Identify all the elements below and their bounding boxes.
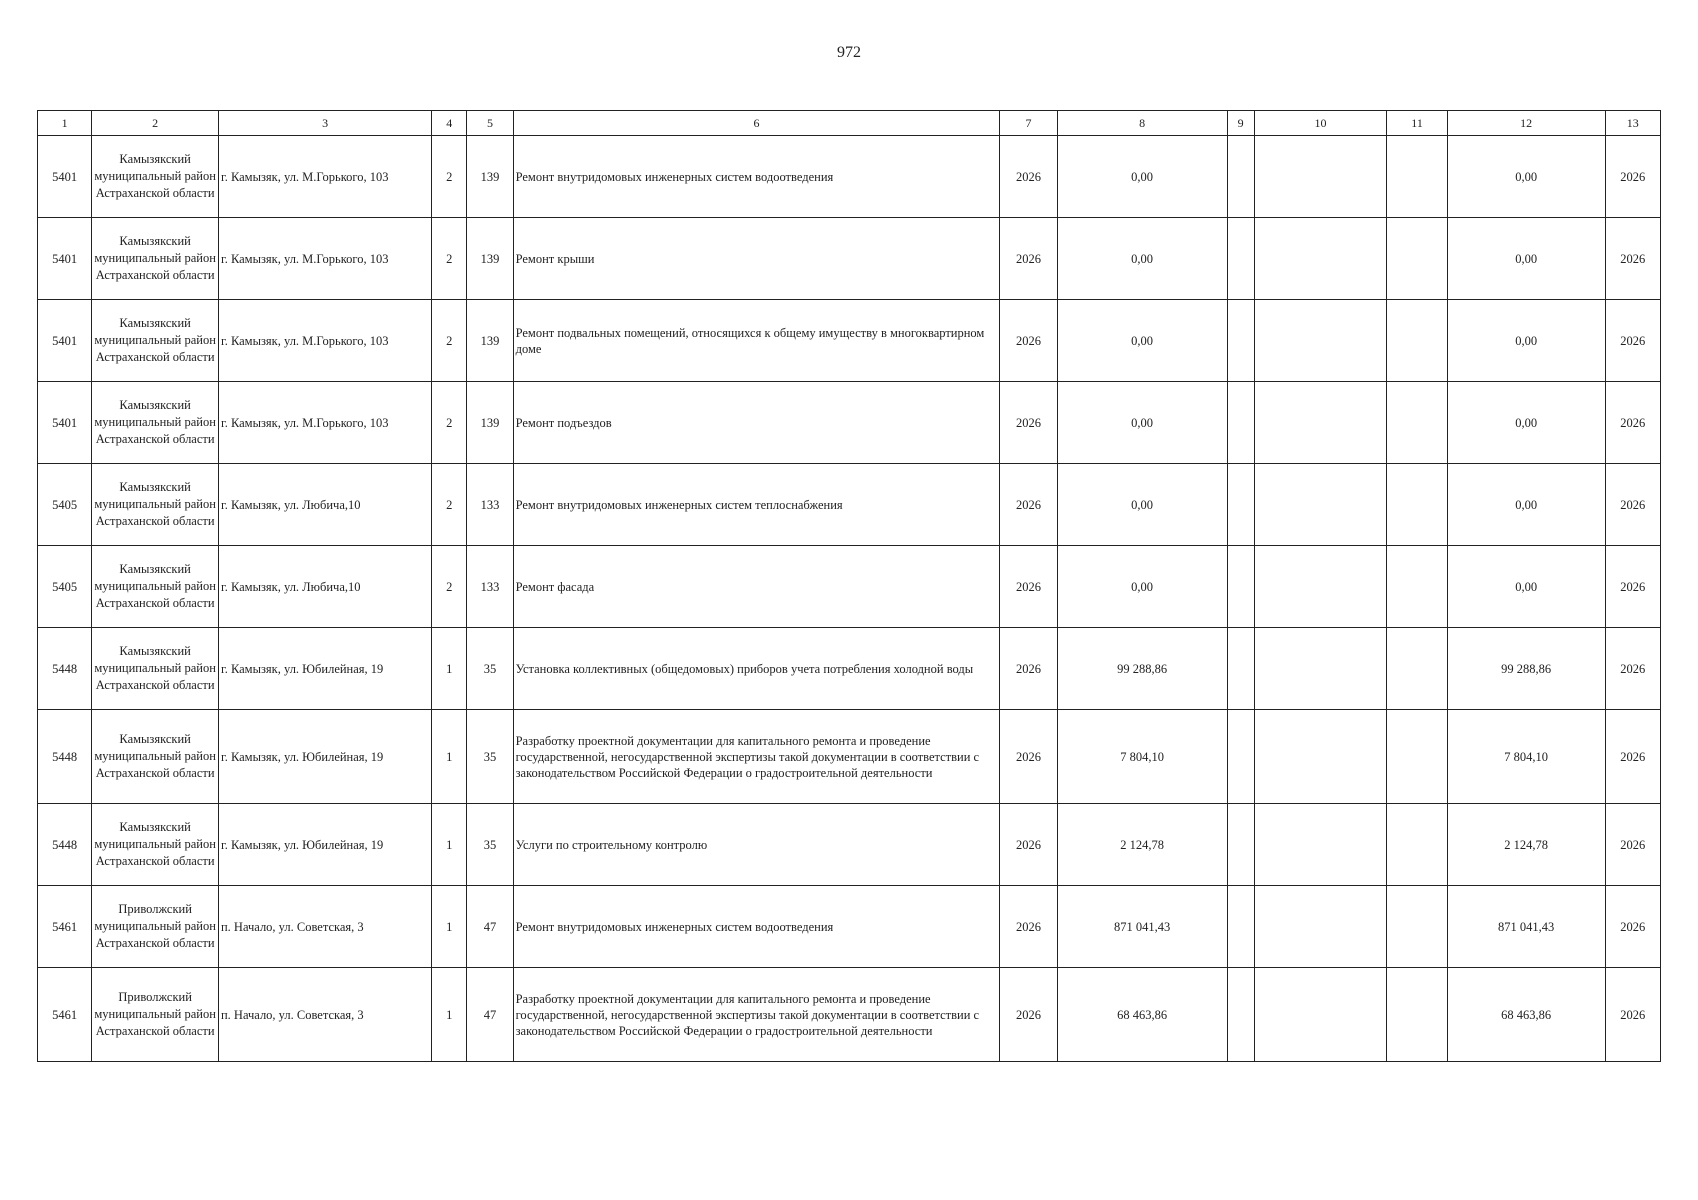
col-11-value (1387, 628, 1447, 710)
col-13-year: 2026 (1605, 628, 1660, 710)
year: 2026 (1000, 136, 1057, 218)
col-9-value (1227, 710, 1254, 804)
cost: 99 288,86 (1057, 628, 1227, 710)
col-10-value (1254, 218, 1387, 300)
column-header: 2 (92, 111, 219, 136)
work-type: Разработку проектной документации для капитального ремонта и проведение государственной, негосударственной экспертизы такой документации в соответствии с законодательством Российской Федерации о градостроительной деятельности (513, 968, 1000, 1062)
register-number: 5448 (38, 628, 92, 710)
col-12-value: 2 124,78 (1447, 804, 1605, 886)
col-11-value (1387, 300, 1447, 382)
municipality: Приволжский муниципальный район Астраханской области (92, 968, 219, 1062)
year: 2026 (1000, 628, 1057, 710)
address: г. Камызяк, ул. Любича,10 (218, 464, 431, 546)
col-5-value: 47 (467, 886, 513, 968)
address: г. Камызяк, ул. Юбилейная, 19 (218, 628, 431, 710)
col-9-value (1227, 382, 1254, 464)
col-11-value (1387, 968, 1447, 1062)
work-type: Ремонт крыши (513, 218, 1000, 300)
register-number: 5401 (38, 136, 92, 218)
col-9-value (1227, 218, 1254, 300)
col-4-value: 1 (432, 628, 467, 710)
register-number: 5405 (38, 464, 92, 546)
col-9-value (1227, 968, 1254, 1062)
col-5-value: 133 (467, 464, 513, 546)
cost: 871 041,43 (1057, 886, 1227, 968)
column-header: 11 (1387, 111, 1447, 136)
year: 2026 (1000, 300, 1057, 382)
col-12-value: 0,00 (1447, 136, 1605, 218)
work-type: Услуги по строительному контролю (513, 804, 1000, 886)
col-4-value: 1 (432, 710, 467, 804)
col-10-value (1254, 546, 1387, 628)
col-12-value: 68 463,86 (1447, 968, 1605, 1062)
col-12-value: 7 804,10 (1447, 710, 1605, 804)
col-5-value: 35 (467, 710, 513, 804)
col-5-value: 139 (467, 136, 513, 218)
col-4-value: 2 (432, 382, 467, 464)
col-11-value (1387, 546, 1447, 628)
municipality: Камызякский муниципальный район Астраханской области (92, 546, 219, 628)
address: г. Камызяк, ул. М.Горького, 103 (218, 382, 431, 464)
municipality: Камызякский муниципальный район Астраханской области (92, 300, 219, 382)
col-9-value (1227, 628, 1254, 710)
col-10-value (1254, 300, 1387, 382)
column-header: 9 (1227, 111, 1254, 136)
municipality: Камызякский муниципальный район Астраханской области (92, 218, 219, 300)
table-row (38, 464, 1661, 546)
col-10-value (1254, 464, 1387, 546)
address: г. Камызяк, ул. Юбилейная, 19 (218, 804, 431, 886)
cost: 2 124,78 (1057, 804, 1227, 886)
col-10-value (1254, 804, 1387, 886)
col-4-value: 2 (432, 300, 467, 382)
address: г. Камызяк, ул. Юбилейная, 19 (218, 710, 431, 804)
col-13-year: 2026 (1605, 464, 1660, 546)
col-10-value (1254, 628, 1387, 710)
municipality: Камызякский муниципальный район Астраханской области (92, 628, 219, 710)
table-row (38, 136, 1661, 218)
register-number: 5461 (38, 886, 92, 968)
register-table (37, 110, 1661, 1062)
col-9-value (1227, 886, 1254, 968)
table-row (38, 218, 1661, 300)
col-10-value (1254, 886, 1387, 968)
table-row (38, 710, 1661, 804)
municipality: Камызякский муниципальный район Астраханской области (92, 136, 219, 218)
column-header: 3 (218, 111, 431, 136)
col-11-value (1387, 136, 1447, 218)
col-4-value: 1 (432, 886, 467, 968)
cost: 0,00 (1057, 464, 1227, 546)
header-row (38, 111, 1661, 136)
col-9-value (1227, 804, 1254, 886)
col-13-year: 2026 (1605, 218, 1660, 300)
cost: 0,00 (1057, 218, 1227, 300)
address: п. Начало, ул. Советская, 3 (218, 968, 431, 1062)
register-number: 5401 (38, 300, 92, 382)
register-number: 5461 (38, 968, 92, 1062)
address: п. Начало, ул. Советская, 3 (218, 886, 431, 968)
column-header: 1 (38, 111, 92, 136)
year: 2026 (1000, 382, 1057, 464)
year: 2026 (1000, 218, 1057, 300)
col-9-value (1227, 300, 1254, 382)
address: г. Камызяк, ул. М.Горького, 103 (218, 300, 431, 382)
col-5-value: 35 (467, 628, 513, 710)
cost: 0,00 (1057, 300, 1227, 382)
column-header: 7 (1000, 111, 1057, 136)
table-row (38, 628, 1661, 710)
col-13-year: 2026 (1605, 804, 1660, 886)
municipality: Камызякский муниципальный район Астраханской области (92, 804, 219, 886)
register-number: 5405 (38, 546, 92, 628)
col-12-value: 99 288,86 (1447, 628, 1605, 710)
cost: 68 463,86 (1057, 968, 1227, 1062)
work-type: Ремонт внутридомовых инженерных систем водоотведения (513, 886, 1000, 968)
col-9-value (1227, 464, 1254, 546)
col-9-value (1227, 136, 1254, 218)
work-type: Установка коллективных (общедомовых) приборов учета потребления холодной воды (513, 628, 1000, 710)
col-10-value (1254, 136, 1387, 218)
col-10-value (1254, 710, 1387, 804)
col-11-value (1387, 804, 1447, 886)
col-12-value: 0,00 (1447, 464, 1605, 546)
column-header: 8 (1057, 111, 1227, 136)
col-5-value: 139 (467, 300, 513, 382)
column-header: 12 (1447, 111, 1605, 136)
year: 2026 (1000, 464, 1057, 546)
year: 2026 (1000, 886, 1057, 968)
work-type: Ремонт подвальных помещений, относящихся к общему имуществу в многоквартирном доме (513, 300, 1000, 382)
col-4-value: 2 (432, 464, 467, 546)
address: г. Камызяк, ул. М.Горького, 103 (218, 136, 431, 218)
col-13-year: 2026 (1605, 136, 1660, 218)
register-number: 5401 (38, 218, 92, 300)
page-number: 972 (837, 44, 861, 61)
column-header: 10 (1254, 111, 1387, 136)
col-4-value: 2 (432, 546, 467, 628)
col-10-value (1254, 382, 1387, 464)
col-13-year: 2026 (1605, 710, 1660, 804)
col-12-value: 0,00 (1447, 218, 1605, 300)
municipality: Камызякский муниципальный район Астраханской области (92, 464, 219, 546)
municipality: Камызякский муниципальный район Астраханской области (92, 710, 219, 804)
col-9-value (1227, 546, 1254, 628)
register-number: 5448 (38, 710, 92, 804)
col-4-value: 2 (432, 136, 467, 218)
work-type: Ремонт фасада (513, 546, 1000, 628)
address: г. Камызяк, ул. М.Горького, 103 (218, 218, 431, 300)
table-row (38, 382, 1661, 464)
cost: 0,00 (1057, 546, 1227, 628)
register-number: 5401 (38, 382, 92, 464)
work-type: Разработку проектной документации для капитального ремонта и проведение государственной, негосударственной экспертизы такой документации в соответствии с законодательством Российской Федерации о градостроительной деятельности (513, 710, 1000, 804)
col-11-value (1387, 464, 1447, 546)
column-header: 6 (513, 111, 1000, 136)
col-13-year: 2026 (1605, 300, 1660, 382)
column-header: 4 (432, 111, 467, 136)
col-5-value: 35 (467, 804, 513, 886)
work-type: Ремонт внутридомовых инженерных систем теплоснабжения (513, 464, 1000, 546)
col-11-value (1387, 382, 1447, 464)
work-type: Ремонт внутридомовых инженерных систем водоотведения (513, 136, 1000, 218)
year: 2026 (1000, 710, 1057, 804)
col-12-value: 0,00 (1447, 382, 1605, 464)
col-4-value: 1 (432, 968, 467, 1062)
col-13-year: 2026 (1605, 382, 1660, 464)
col-11-value (1387, 886, 1447, 968)
table-row (38, 300, 1661, 382)
col-5-value: 139 (467, 382, 513, 464)
municipality: Приволжский муниципальный район Астраханской области (92, 886, 219, 968)
col-10-value (1254, 968, 1387, 1062)
column-header: 5 (467, 111, 513, 136)
year: 2026 (1000, 968, 1057, 1062)
col-11-value (1387, 710, 1447, 804)
column-header: 13 (1605, 111, 1660, 136)
col-12-value: 0,00 (1447, 300, 1605, 382)
table-row (38, 968, 1661, 1062)
cost: 0,00 (1057, 136, 1227, 218)
table-row (38, 804, 1661, 886)
year: 2026 (1000, 804, 1057, 886)
col-12-value: 871 041,43 (1447, 886, 1605, 968)
col-13-year: 2026 (1605, 886, 1660, 968)
col-4-value: 2 (432, 218, 467, 300)
col-12-value: 0,00 (1447, 546, 1605, 628)
work-type: Ремонт подъездов (513, 382, 1000, 464)
register-number: 5448 (38, 804, 92, 886)
col-5-value: 133 (467, 546, 513, 628)
col-4-value: 1 (432, 804, 467, 886)
municipality: Камызякский муниципальный район Астраханской области (92, 382, 219, 464)
table-row (38, 886, 1661, 968)
col-5-value: 47 (467, 968, 513, 1062)
address: г. Камызяк, ул. Любича,10 (218, 546, 431, 628)
col-5-value: 139 (467, 218, 513, 300)
col-13-year: 2026 (1605, 546, 1660, 628)
col-13-year: 2026 (1605, 968, 1660, 1062)
year: 2026 (1000, 546, 1057, 628)
col-11-value (1387, 218, 1447, 300)
table-row (38, 546, 1661, 628)
cost: 0,00 (1057, 382, 1227, 464)
cost: 7 804,10 (1057, 710, 1227, 804)
